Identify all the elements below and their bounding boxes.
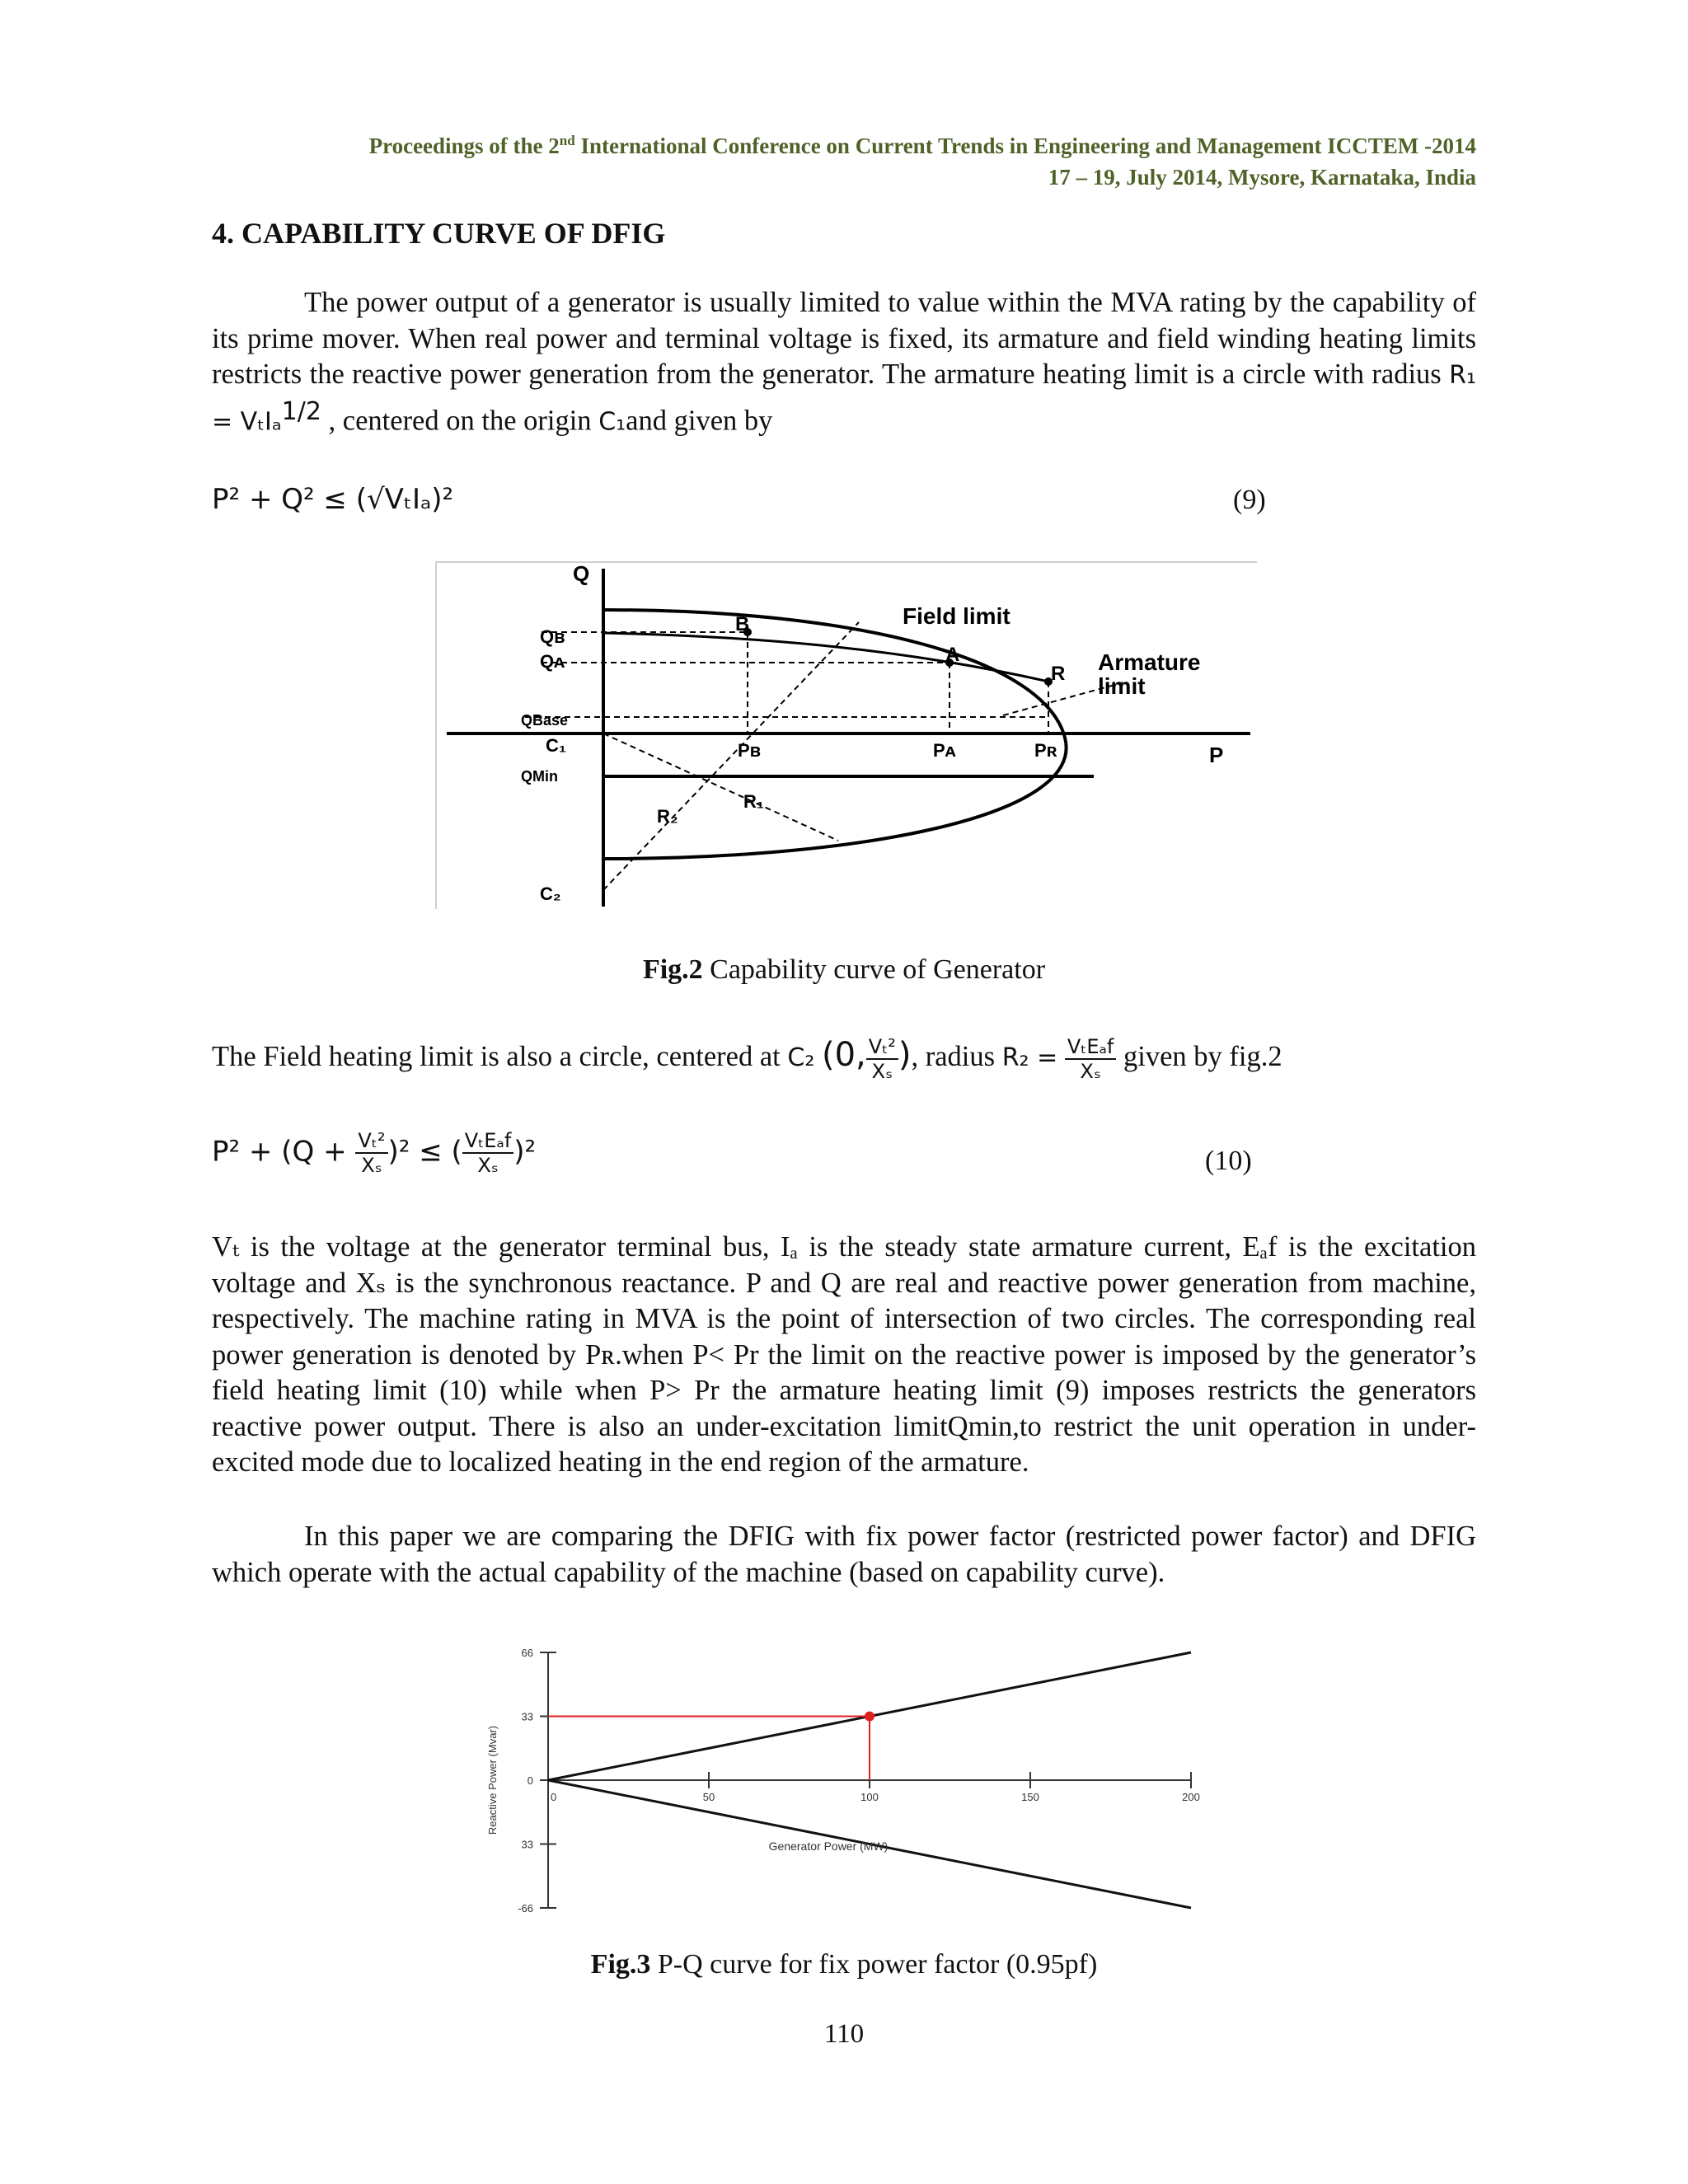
fig2-label-pb: Pʙ: [738, 740, 762, 761]
page-number: 110: [823, 2019, 865, 2049]
fig2-label-r1: R₁: [743, 791, 764, 812]
y-tick-label: -66: [518, 1902, 533, 1915]
y-axis-label: Reactive Power (Mvar): [486, 1725, 499, 1835]
equation-10: P² + (Q + $\frac{\text{Vₜ²}}{\text{Xₛ}}$ )² ≤ ( $\frac{\text{VₜEₐf}}{\text{Xₛ}}$ )²: [212, 1129, 537, 1177]
fig2-label-r: R: [1051, 663, 1066, 685]
fig3-pq-chart: [478, 1636, 1220, 1916]
paragraph-comparison: In this paper we are comparing the DFIG with fix power factor (restricted power factor) and DFIG which operate with the actual capability of the machine (based on capability curve).: [212, 1521, 1476, 1588]
conference-header: [157, 125, 1476, 193]
fig2-label-c1: C₁: [546, 735, 566, 756]
fig2-capability-curve: [434, 560, 1259, 911]
y-tick-label: 0: [527, 1774, 533, 1787]
fig2-label-qbase: QBase: [521, 712, 569, 729]
header-line-1: Proceedings of the 2nd International Conference on Current Trends in Engineering and Management ICCTEM -2014: [368, 133, 1476, 158]
section-title: 4. CAPABILITY CURVE OF DFIG: [212, 217, 666, 250]
fig2-label-qmin: QMin: [521, 768, 558, 785]
x-tick-label: 50: [702, 1791, 715, 1803]
x-axis-label: Generator Power (MW): [768, 1840, 889, 1853]
fig2-label-r2: R₂: [657, 806, 678, 827]
paragraph-definitions: Vₜ is the voltage at the generator terminal bus, Iₐ is the steady state armature current, Eₐf is the excitation voltage and Xₛ is the synchronous reactance. P and Q are real and reactive power generation from machine, respectively. The machine rating in MVA is the point of intersection of two circles. The corresponding real power generation is denoted by Pʀ.when P< Pr the limit on the reactive power is imposed by the generator’s field heating limit (10) while when P> Pr the armature heating limit (9) imposes restricts the generators reactive power output. There is also an under-excitation limitQmin,to restrict the unit operation in under-excited mode due to localized heating in the end region of the armature.: [212, 1231, 1476, 1478]
x-tick-label: 0: [551, 1791, 557, 1803]
header-line-2: 17 – 19, July 2014, Mysore, Karnataka, India: [1048, 165, 1476, 190]
x-tick-label: 200: [1182, 1791, 1200, 1803]
fig2-label-c2: C₂: [540, 883, 561, 904]
fig2-label-qb: Qʙ: [540, 626, 565, 647]
paragraph-armature-limit: The power output of a generator is usually limited to value within the MVA rating by the capability of its prime mover. When real power and terminal voltage is fixed, its armature and field winding heating limits restricts the reactive power generation from the generator. The armature heating limit is a circle with radius R₁ = VₜIₐ$^{1/2}$ , centered on the origin C₁and given by: [212, 287, 1476, 436]
equation-9-number: (9): [1233, 485, 1266, 515]
fig2-label-p: P: [1209, 743, 1224, 767]
x-tick-label: 100: [860, 1791, 879, 1803]
y-tick-label: 33: [521, 1710, 533, 1723]
fig2-label-pa: Pᴀ: [933, 740, 956, 761]
highlight-point: [865, 1712, 874, 1722]
y-tick-label: 66: [521, 1647, 533, 1659]
y-tick-label: 33: [521, 1838, 533, 1851]
fig2-label-q: Q: [573, 561, 590, 586]
x-tick-label: 150: [1021, 1791, 1039, 1803]
fig2-label-a: A: [945, 644, 960, 666]
fig2-label-pr: Pʀ: [1034, 740, 1057, 761]
fig2-label-field-limit: Field limit: [903, 603, 1010, 629]
equation-10-number: (10): [1205, 1146, 1252, 1176]
fig2-label-b: B: [735, 613, 750, 635]
fig3-caption: Fig.3 P-Q curve for fix power factor (0.95pf): [590, 1949, 1098, 1980]
fig2-label-armature: Armature: [1098, 649, 1201, 675]
fig2-label-armature-limit: limit: [1098, 673, 1146, 699]
fig2-label-qa: Qᴀ: [540, 651, 565, 672]
paragraph-field-limit: The Field heating limit is also a circle, centered at C₂ (0, $\frac{\text{Vₜ²}}{\text{Xₛ}}$ ), radius R₂ = $\frac{\text{VₜEₐf}}{\text{Xₛ}}$ given by fig.2: [212, 1035, 1282, 1084]
equation-9: P² + Q² ≤ (√VₜIₐ)²: [212, 483, 454, 516]
fig2-caption: Fig.2 Capability curve of Generator: [642, 954, 1046, 985]
